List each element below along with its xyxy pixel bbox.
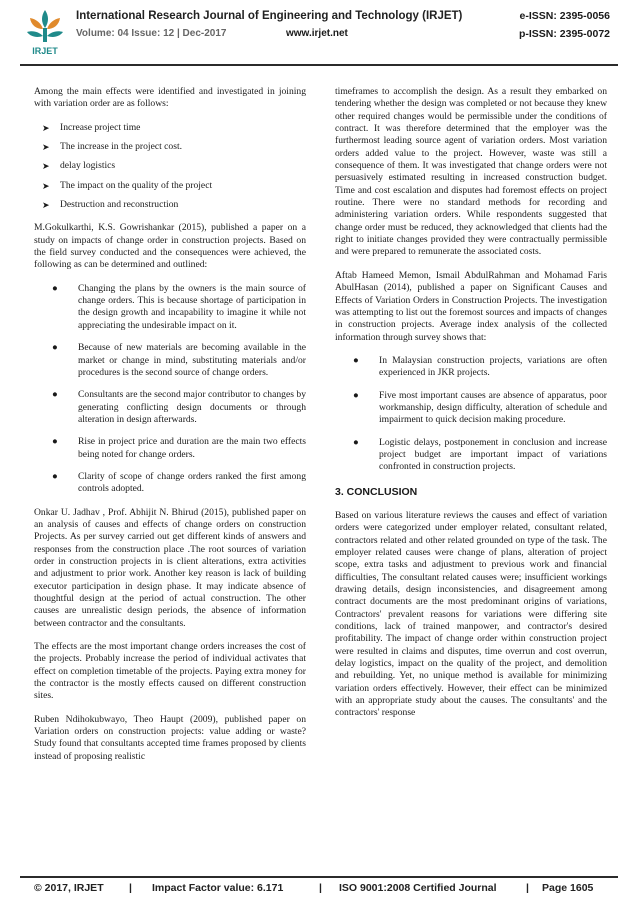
list-item: ➤ Destruction and reconstruction (42, 199, 179, 211)
bullet-icon: ● (353, 389, 359, 401)
conclusion-paragraph: Based on various literature reviews the causes and effect of variation orders were categorized under employer related, consultant related, contractors related and other related grounded on type of the task. The employer related causes were change of plans, alteration of project scope, extra tasks and adjustment to previous work and financial difficulties, The consultant related causes were; insufficient workings drawing details, design inconsistencies, and disagreement among contract documents are the most predominant origins of variations, Contractors' prevalent reasons for variations were differing site conditions, lack of trained manpower, and contractor's desired profitability. The impact of change order within construction project were resulted in claims and disputes, time overrun and cost overrun, delay logistics, impact on the quality of the project, and demolition and rebuilding. Yet, no unique method is available for minimizing variation orders effectively. However, their effect can be minimized with an appropriate study about the causes. The consultants' and the contractors' response (335, 509, 607, 719)
header-divider (20, 64, 618, 66)
bullet-icon: ● (353, 436, 359, 448)
arrow-bullet-icon: ➤ (42, 142, 50, 153)
right-column (335, 86, 607, 731)
arrow-bullet-icon: ➤ (42, 122, 50, 133)
iso-certification: ISO 9001:2008 Certified Journal (339, 882, 497, 894)
bullet-icon: ● (353, 354, 359, 366)
list-item: ➤ The increase in the project cost. (42, 141, 183, 153)
list-item: ● Consultants are the second major contributor to changes by generating conflicting design documents or through alteration in design afterwards. (52, 389, 306, 425)
ndihokubwayo-paragraph: Ruben Ndihokubwayo, Theo Haupt (2009), published paper on Variation orders on construction projects: value adding or waste? Study found that consultants accepted time frames proposed by clients instead of proposing realistic (34, 713, 306, 762)
page-header (24, 6, 618, 58)
bullet-icon: ● (52, 342, 58, 354)
arrow-bullet-icon: ➤ (42, 200, 50, 211)
list-item: ● Logistic delays, postponement in conclusion and increase project budget are important impact of variations confronted in construction projects. (353, 436, 607, 473)
impact-factor: Impact Factor value: 6.171 (152, 882, 284, 894)
list-item: ● Changing the plans by the owners is the main source of change orders. This is because shortage of participation in the design growth and incapability to imagine it while not appreciating the undesirable impact on it. (52, 282, 306, 331)
left-column (34, 86, 306, 774)
bullet-icon: ● (52, 436, 58, 448)
arrow-bullet-icon: ➤ (42, 180, 50, 191)
journal-title: International Research Journal of Engineering and Technology (IRJET) (76, 10, 463, 22)
bullet-icon: ● (52, 470, 58, 482)
gokulkarthi-paragraph: M.Gokulkarthi, K.S. Gowrishankar (2015), published a paper on a study on impacts of change order in construction projects. Based on the field survey conducted and the consequences were achieved, the following as can be determined and outlined: (34, 222, 306, 271)
effects-paragraph: The effects are the most important change orders increases the cost of the projects. Probably increase the period of individual activates that effect on completion timetable of the projects. Paying extra money for the contractor is the mostly effects caused on different construction sites. (34, 641, 306, 702)
p-issn: p-ISSN: 2395-0072 (518, 28, 610, 40)
memon-findings-list (335, 355, 607, 474)
footer-separator: | (129, 882, 132, 894)
list-item: ➤ The impact on the quality of the project (42, 179, 213, 191)
continuation-paragraph: timeframes to accomplish the design. As a result they embarked on tendering whether the design was completed or not because they knew other required changes would be permissible under the conditions of contract. It was therefore determined that the employer was the furthermost leading source agent of variation orders. Most variation orders added value to the project. However, waste was still a consequence of them. It was investigated that change orders were not persuasively estimated resulting in increased construction budget. Time and cost escalation and disputes had foremost effects on project routine. There were no standard methods for recording and administering variation orders. While respondents suggested that change order must be reduced, they acknowledged that clients had the right to initiate changes provided they were contractually permissible and were prepared to remunerate the associated costs. (335, 86, 607, 258)
footer-separator: | (319, 882, 322, 894)
list-item: ➤ Increase project time (42, 121, 141, 133)
journal-website-link[interactable]: www.irjet.net (286, 28, 348, 39)
intro-paragraph: Among the main effects were identified and investigated in joining with variation order are as follows: (34, 86, 306, 110)
bullet-icon: ● (52, 389, 58, 401)
page-number: Page 1605 (542, 882, 594, 894)
list-item: ● Clarity of scope of change orders ranked the first among controls adopted. (52, 470, 306, 495)
logo-text: IRJET (32, 46, 58, 56)
footer-separator: | (526, 882, 529, 894)
irjet-logo-icon (24, 8, 66, 56)
copyright: © 2017, IRJET (34, 882, 104, 894)
memon-paragraph: Aftab Hameed Memon, Ismail AbdulRahman and Mohamad Faris AbulHasan (2014), published a paper on Significant Causes and Effects of Variation Orders in Construction Projects. The investigation was attempting to list out the foremost sources and impacts of changes in construction projects. Average index analysis of the collected information through survey shows that: (335, 269, 607, 343)
e-issn: e-ISSN: 2395-0056 (519, 10, 610, 22)
list-item: ● Because of new materials are becoming available in the market or change in mind, substituting materials and/or procedures is the second source of change orders. (52, 342, 306, 378)
list-item: ● Rise in project price and duration are the main two effects being noted for change orders. (52, 436, 306, 460)
bullet-icon: ● (52, 282, 58, 294)
footer-divider (20, 876, 618, 878)
list-item: ● Five most important causes are absence of apparatus, poor workmanship, design difficulty, alteration of schedule and impairment to quick decision making procedure. (353, 389, 607, 426)
arrow-bullet-icon: ➤ (42, 161, 50, 172)
list-item: ➤ delay logistics (42, 160, 116, 172)
effects-list (34, 122, 306, 212)
gokulkarthi-findings-list (34, 283, 306, 496)
conclusion-heading: 3. CONCLUSION (335, 485, 418, 498)
list-item: ● In Malaysian construction projects, variations are often experienced in JKR projects. (353, 354, 607, 379)
jadhav-paragraph: Onkar U. Jadhav , Prof. Abhijit N. Bhirud (2015), published paper on an analysis of causes and effects of change orders on construction Projects. As per survey carried out get different kinds of answers and responses from the construction place .The root sources of variation order in construction projects in is client alterations, extra activities and adjustment to prior work. Another key reason is lack of building executor participation in design phase. It may indicate absence of thoughtful design at the period of actual construction. The other causes are unrealistic design periods, the absence of information between contractor and the consultants. (34, 506, 306, 629)
volume-issue: Volume: 04 Issue: 12 | Dec-2017 (76, 28, 227, 39)
